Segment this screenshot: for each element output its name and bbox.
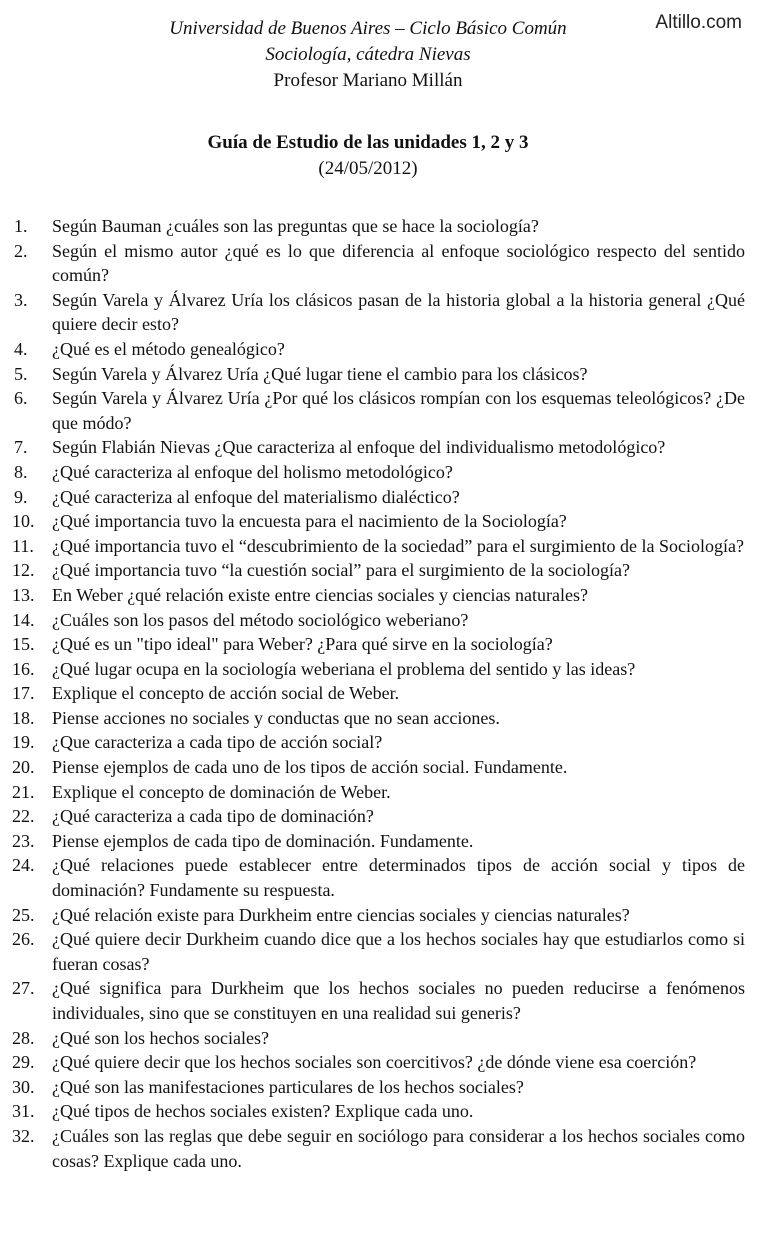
course-line: Sociología, cátedra Nievas — [265, 44, 471, 65]
question-item — [0, 730, 745, 755]
question-list — [0, 214, 745, 1173]
question-text: Explique el concepto de acción social de Weber. — [52, 683, 400, 704]
question-item — [0, 583, 745, 608]
title-date: (24/05/2012) — [318, 158, 418, 179]
question-text: Según Bauman ¿cuáles son las preguntas que se hace la sociología? — [52, 216, 539, 236]
question-text: ¿Qué son las manifestaciones particulares de los hechos sociales? — [52, 1076, 524, 1097]
question-number: 16. — [12, 658, 35, 679]
question-item — [0, 362, 745, 387]
question-number: 31. — [12, 1101, 35, 1122]
question-number: 3. — [14, 289, 28, 310]
question-text: En Weber ¿qué relación existe entre ciencias sociales y ciencias naturales? — [52, 584, 588, 605]
question-item — [0, 386, 745, 435]
question-text: ¿Qué es el método genealógico? — [52, 338, 285, 359]
question-text: ¿Qué quiere decir Durkheim cuando dice que a los hechos sociales hay que estudiarlos como si fueran cosas? — [52, 929, 745, 974]
document-header — [0, 16, 736, 94]
question-number: 6. — [14, 388, 28, 409]
question-number: 10. — [12, 511, 35, 532]
question-number: 1. — [14, 216, 28, 236]
question-text: Según Varela y Álvarez Uría ¿Qué lugar tiene el cambio para los clásicos? — [52, 363, 588, 384]
question-item — [0, 804, 745, 829]
question-number: 15. — [12, 634, 35, 655]
question-item — [0, 706, 745, 731]
question-number: 29. — [12, 1052, 35, 1073]
question-text: ¿Qué caracteriza a cada tipo de dominación? — [52, 806, 374, 827]
question-item — [0, 1099, 745, 1124]
question-number: 32. — [12, 1125, 35, 1146]
question-number: 5. — [14, 363, 28, 384]
question-text: ¿Qué importancia tuvo el “descubrimiento de la sociedad” para el surgimiento de la Sociología? — [52, 535, 744, 556]
question-item — [0, 558, 745, 583]
question-item — [0, 1026, 745, 1051]
question-number: 17. — [12, 683, 35, 704]
question-number: 20. — [12, 757, 35, 778]
question-item — [0, 903, 745, 928]
question-item — [0, 485, 745, 510]
question-number: 4. — [14, 338, 28, 359]
question-number: 13. — [12, 584, 35, 605]
question-number: 21. — [12, 781, 35, 802]
professor-line: Profesor Mariano Millán — [273, 70, 463, 91]
question-number: 18. — [12, 707, 35, 728]
question-item — [0, 214, 745, 239]
question-number: 12. — [12, 560, 35, 581]
question-item — [0, 829, 745, 854]
question-text: Piense acciones no sociales y conductas que no sean acciones. — [52, 707, 500, 728]
question-number: 24. — [12, 855, 35, 876]
question-number: 8. — [14, 461, 28, 482]
question-text: Explique el concepto de dominación de Weber. — [52, 781, 391, 802]
question-number: 28. — [12, 1027, 35, 1048]
question-number: 27. — [12, 978, 35, 999]
question-text: ¿Qué es un "tipo ideal" para Weber? ¿Para qué sirve en la sociología? — [52, 634, 553, 655]
question-text: Piense ejemplos de cada uno de los tipos de acción social. Fundamente. — [52, 757, 568, 778]
question-text: ¿Qué importancia tuvo “la cuestión social” para el surgimiento de la sociología? — [52, 560, 630, 581]
question-item — [0, 976, 745, 1025]
question-text: ¿Cuáles son las reglas que debe seguir en sociólogo para considerar a los hechos sociales como cosas? Explique cada uno. — [52, 1125, 745, 1171]
question-number: 9. — [14, 486, 28, 507]
question-item — [0, 337, 745, 362]
question-text: ¿Qué relaciones puede establecer entre determinados tipos de acción social y tipos de dominación? Fundamente su respuesta. — [52, 855, 745, 901]
question-text: Según Varela y Álvarez Uría ¿Por qué los clásicos rompían con los esquemas teleológicos? ¿De que módo? — [52, 388, 745, 433]
question-item — [0, 509, 745, 534]
question-text: ¿Qué relación existe para Durkheim entre ciencias sociales y ciencias naturales? — [52, 904, 630, 925]
question-item — [0, 755, 745, 780]
question-number: 7. — [14, 437, 28, 458]
question-text: ¿Que caracteriza a cada tipo de acción social? — [52, 732, 383, 753]
title-main: Guía de Estudio de las unidades 1, 2 y 3 — [207, 132, 529, 153]
question-item — [0, 681, 745, 706]
question-text: ¿Qué importancia tuvo la encuesta para el nacimiento de la Sociología? — [52, 511, 567, 532]
question-text: ¿Qué son los hechos sociales? — [52, 1027, 269, 1048]
question-item — [0, 632, 745, 657]
document-title — [0, 130, 736, 182]
question-text: ¿Qué significa para Durkheim que los hechos sociales no pueden reducirse a fenómenos individuales, sino que se constituyen en una realidad sui generis? — [52, 978, 745, 1023]
question-item — [0, 608, 745, 633]
question-item — [0, 1075, 745, 1100]
question-number: 14. — [12, 609, 35, 630]
question-text: ¿Qué tipos de hechos sociales existen? Explique cada uno. — [52, 1101, 474, 1122]
university-line: Universidad de Buenos Aires – Ciclo Básico Común — [169, 18, 567, 39]
question-text: Según Varela y Álvarez Uría los clásicos pasan de la historia global a la historia general ¿Qué quiere decir esto? — [52, 289, 745, 335]
question-text: Piense ejemplos de cada tipo de dominación. Fundamente. — [52, 830, 474, 851]
question-item — [0, 853, 745, 902]
question-number: 26. — [12, 929, 35, 950]
watermark: Altillo.com — [655, 12, 742, 33]
question-number: 22. — [12, 806, 35, 827]
question-text: ¿Qué caracteriza al enfoque del holismo metodológico? — [52, 461, 453, 482]
question-item — [0, 288, 745, 337]
question-item — [0, 534, 745, 559]
question-item — [0, 1050, 745, 1075]
question-text: Según el mismo autor ¿qué es lo que diferencia al enfoque sociológico respecto del sentido común? — [52, 240, 745, 286]
question-number: 25. — [12, 904, 35, 925]
question-item — [0, 239, 745, 288]
question-number: 11. — [12, 535, 34, 556]
question-item — [0, 780, 745, 805]
question-text: ¿Qué caracteriza al enfoque del materialismo dialéctico? — [52, 486, 460, 507]
question-item — [0, 435, 745, 460]
question-number: 19. — [12, 732, 35, 753]
question-text: Según Flabián Nievas ¿Que caracteriza al enfoque del individualismo metodológico? — [52, 437, 666, 458]
question-item — [0, 460, 745, 485]
question-text: ¿Cuáles son los pasos del método sociológico weberiano? — [52, 609, 469, 630]
question-item — [0, 1124, 745, 1173]
question-number: 30. — [12, 1076, 35, 1097]
question-item — [0, 927, 745, 976]
question-number: 2. — [14, 240, 28, 261]
question-text: ¿Qué quiere decir que los hechos sociales son coercitivos? ¿de dónde viene esa coerción? — [52, 1052, 697, 1073]
question-text: ¿Qué lugar ocupa en la sociología weberiana el problema del sentido y las ideas? — [52, 658, 636, 679]
question-item — [0, 657, 745, 682]
question-number: 23. — [12, 830, 35, 851]
